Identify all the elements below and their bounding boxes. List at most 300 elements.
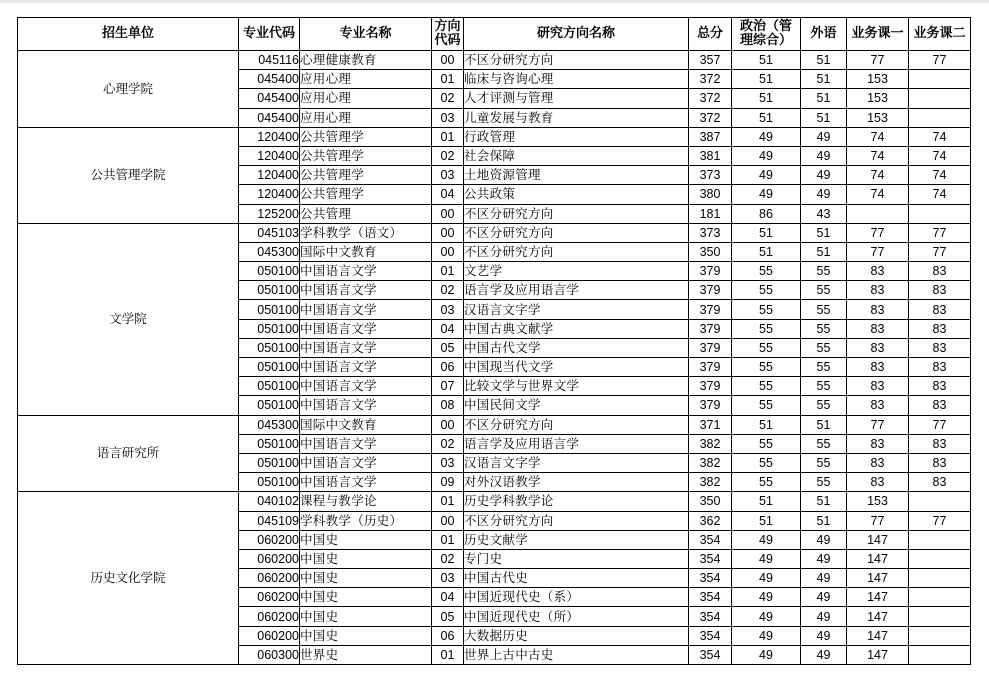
course2-score-cell: 83 (909, 281, 971, 300)
politics-score-cell: 49 (732, 185, 801, 204)
major-name-cell: 中国语言文学 (300, 396, 432, 415)
politics-score-cell: 49 (732, 127, 801, 146)
direction-name-cell: 语言学及应用语言学 (464, 281, 689, 300)
politics-score-cell: 51 (732, 492, 801, 511)
direction-name-cell: 公共政策 (464, 185, 689, 204)
foreign-language-score-cell: 49 (801, 530, 847, 549)
course1-score-cell: 83 (847, 434, 909, 453)
politics-score-cell: 55 (732, 396, 801, 415)
politics-score-cell: 55 (732, 319, 801, 338)
direction-name-cell: 中国民间文学 (464, 396, 689, 415)
direction-name-cell: 中国现当代文学 (464, 358, 689, 377)
course1-score-cell: 77 (847, 415, 909, 434)
page-top-edge (0, 0, 989, 3)
major-code-cell: 045400 (239, 89, 300, 108)
total-score-cell: 382 (689, 453, 732, 472)
major-name-cell: 公共管理学 (300, 185, 432, 204)
course1-score-cell: 83 (847, 262, 909, 281)
foreign-language-score-cell: 49 (801, 588, 847, 607)
course2-score-cell: 83 (909, 300, 971, 319)
course1-score-cell (847, 204, 909, 223)
foreign-language-score-cell: 49 (801, 146, 847, 165)
course2-score-cell (909, 204, 971, 223)
foreign-language-score-cell: 51 (801, 223, 847, 242)
course1-score-cell: 147 (847, 530, 909, 549)
course2-score-cell: 83 (909, 434, 971, 453)
direction-code-cell: 01 (432, 492, 464, 511)
course1-score-cell: 77 (847, 242, 909, 261)
foreign-language-score-cell: 55 (801, 473, 847, 492)
direction-code-cell: 01 (432, 645, 464, 664)
header-politics-text: 政治（管理综合） (739, 19, 792, 48)
total-score-cell: 354 (689, 530, 732, 549)
unit-cell: 历史文化学院 (18, 492, 239, 665)
politics-score-cell: 49 (732, 645, 801, 664)
table-row (18, 51, 971, 70)
direction-name-cell: 文艺学 (464, 262, 689, 281)
direction-code-cell: 02 (432, 89, 464, 108)
major-name-cell: 公共管理学 (300, 146, 432, 165)
politics-score-cell: 55 (732, 281, 801, 300)
direction-name-cell: 专门史 (464, 549, 689, 568)
unit-cell: 公共管理学院 (18, 127, 239, 223)
direction-name-cell: 世界上古中古史 (464, 645, 689, 664)
foreign-language-score-cell: 55 (801, 300, 847, 319)
unit-cell: 文学院 (18, 223, 239, 415)
direction-code-cell: 06 (432, 626, 464, 645)
total-score-cell: 373 (689, 166, 732, 185)
total-score-cell: 371 (689, 415, 732, 434)
politics-score-cell: 49 (732, 166, 801, 185)
foreign-language-score-cell: 49 (801, 645, 847, 664)
course2-score-cell (909, 108, 971, 127)
direction-name-cell: 不区分研究方向 (464, 415, 689, 434)
course2-score-cell: 77 (909, 415, 971, 434)
total-score-cell: 379 (689, 262, 732, 281)
direction-name-cell: 中国古代史 (464, 569, 689, 588)
major-code-cell: 050100 (239, 281, 300, 300)
course2-score-cell: 83 (909, 319, 971, 338)
major-name-cell: 心理健康教育 (300, 51, 432, 70)
header-major-code: 专业代码 (239, 18, 300, 51)
direction-code-cell: 02 (432, 281, 464, 300)
table-body (18, 51, 971, 665)
header-foreign-language: 外语 (801, 18, 847, 51)
table-header (18, 18, 971, 51)
major-code-cell: 050100 (239, 338, 300, 357)
major-code-cell: 040102 (239, 492, 300, 511)
politics-score-cell: 55 (732, 262, 801, 281)
foreign-language-score-cell: 51 (801, 51, 847, 70)
total-score-cell: 379 (689, 396, 732, 415)
major-code-cell: 050100 (239, 396, 300, 415)
major-name-cell: 中国语言文学 (300, 434, 432, 453)
major-code-cell: 120400 (239, 127, 300, 146)
course1-score-cell: 147 (847, 607, 909, 626)
course1-score-cell: 83 (847, 338, 909, 357)
politics-score-cell: 49 (732, 146, 801, 165)
total-score-cell: 350 (689, 242, 732, 261)
total-score-cell: 381 (689, 146, 732, 165)
course1-score-cell: 74 (847, 185, 909, 204)
total-score-cell: 354 (689, 607, 732, 626)
course2-score-cell (909, 626, 971, 645)
politics-score-cell: 49 (732, 626, 801, 645)
direction-code-cell: 03 (432, 453, 464, 472)
major-name-cell: 国际中文教育 (300, 242, 432, 261)
unit-cell: 语言研究所 (18, 415, 239, 492)
course2-score-cell (909, 492, 971, 511)
direction-name-cell: 人才评测与管理 (464, 89, 689, 108)
header-row (18, 18, 971, 51)
direction-name-cell: 汉语言文字学 (464, 453, 689, 472)
course2-score-cell: 83 (909, 453, 971, 472)
direction-code-cell: 00 (432, 51, 464, 70)
direction-code-cell: 00 (432, 242, 464, 261)
major-code-cell: 120400 (239, 185, 300, 204)
direction-name-cell: 历史文献学 (464, 530, 689, 549)
major-name-cell: 中国语言文学 (300, 377, 432, 396)
header-total: 总分 (689, 18, 732, 51)
major-code-cell: 060200 (239, 569, 300, 588)
politics-score-cell: 49 (732, 588, 801, 607)
direction-name-cell: 中国古代文学 (464, 338, 689, 357)
total-score-cell: 379 (689, 338, 732, 357)
major-name-cell: 应用心理 (300, 89, 432, 108)
foreign-language-score-cell: 51 (801, 70, 847, 89)
direction-code-cell: 04 (432, 185, 464, 204)
direction-code-cell: 04 (432, 588, 464, 607)
direction-name-cell: 儿童发展与教育 (464, 108, 689, 127)
foreign-language-score-cell: 51 (801, 492, 847, 511)
major-name-cell: 中国史 (300, 607, 432, 626)
direction-code-cell: 01 (432, 530, 464, 549)
course1-score-cell: 77 (847, 223, 909, 242)
header-major-name: 专业名称 (300, 18, 432, 51)
foreign-language-score-cell: 51 (801, 415, 847, 434)
foreign-language-score-cell: 51 (801, 108, 847, 127)
foreign-language-score-cell: 49 (801, 185, 847, 204)
direction-name-cell: 土地资源管理 (464, 166, 689, 185)
direction-code-cell: 02 (432, 434, 464, 453)
total-score-cell: 387 (689, 127, 732, 146)
politics-score-cell: 55 (732, 453, 801, 472)
politics-score-cell: 55 (732, 300, 801, 319)
total-score-cell: 379 (689, 281, 732, 300)
direction-code-cell: 03 (432, 569, 464, 588)
direction-code-cell: 01 (432, 262, 464, 281)
major-code-cell: 050100 (239, 434, 300, 453)
direction-code-cell: 06 (432, 358, 464, 377)
direction-code-cell: 03 (432, 300, 464, 319)
direction-code-cell: 08 (432, 396, 464, 415)
major-code-cell: 050100 (239, 377, 300, 396)
course1-score-cell: 147 (847, 549, 909, 568)
major-name-cell: 公共管理学 (300, 127, 432, 146)
politics-score-cell: 55 (732, 358, 801, 377)
major-name-cell: 中国史 (300, 549, 432, 568)
direction-code-cell: 01 (432, 70, 464, 89)
foreign-language-score-cell: 51 (801, 511, 847, 530)
major-name-cell: 公共管理学 (300, 166, 432, 185)
course1-score-cell: 83 (847, 396, 909, 415)
politics-score-cell: 86 (732, 204, 801, 223)
unit-cell: 心理学院 (18, 51, 239, 128)
direction-code-cell: 07 (432, 377, 464, 396)
course2-score-cell (909, 70, 971, 89)
major-name-cell: 中国史 (300, 588, 432, 607)
direction-name-cell: 不区分研究方向 (464, 223, 689, 242)
major-name-cell: 中国语言文学 (300, 358, 432, 377)
direction-name-cell: 汉语言文字学 (464, 300, 689, 319)
course2-score-cell: 83 (909, 377, 971, 396)
major-code-cell: 045109 (239, 511, 300, 530)
course1-score-cell: 147 (847, 645, 909, 664)
course2-score-cell (909, 549, 971, 568)
direction-name-cell: 中国近现代史（系） (464, 588, 689, 607)
course1-score-cell: 153 (847, 492, 909, 511)
major-name-cell: 中国语言文学 (300, 338, 432, 357)
course1-score-cell: 74 (847, 127, 909, 146)
major-code-cell: 045300 (239, 415, 300, 434)
direction-name-cell: 对外汉语教学 (464, 473, 689, 492)
table-row (18, 223, 971, 242)
major-code-cell: 120400 (239, 146, 300, 165)
course2-score-cell: 83 (909, 358, 971, 377)
header-course1: 业务课一 (847, 18, 909, 51)
foreign-language-score-cell: 55 (801, 262, 847, 281)
course2-score-cell: 83 (909, 473, 971, 492)
course2-score-cell: 74 (909, 146, 971, 165)
politics-score-cell: 51 (732, 51, 801, 70)
major-code-cell: 050100 (239, 319, 300, 338)
table-row (18, 415, 971, 434)
direction-code-cell: 02 (432, 146, 464, 165)
major-name-cell: 学科教学（历史） (300, 511, 432, 530)
major-code-cell: 120400 (239, 166, 300, 185)
politics-score-cell: 55 (732, 434, 801, 453)
direction-name-cell: 不区分研究方向 (464, 204, 689, 223)
major-code-cell: 045300 (239, 242, 300, 261)
direction-code-cell: 03 (432, 166, 464, 185)
course2-score-cell: 83 (909, 262, 971, 281)
total-score-cell: 379 (689, 300, 732, 319)
politics-score-cell: 51 (732, 89, 801, 108)
foreign-language-score-cell: 55 (801, 338, 847, 357)
foreign-language-score-cell: 49 (801, 166, 847, 185)
direction-code-cell: 05 (432, 607, 464, 626)
politics-score-cell: 55 (732, 473, 801, 492)
major-name-cell: 中国语言文学 (300, 473, 432, 492)
politics-score-cell: 49 (732, 530, 801, 549)
politics-score-cell: 51 (732, 511, 801, 530)
politics-score-cell: 51 (732, 108, 801, 127)
course1-score-cell: 147 (847, 588, 909, 607)
foreign-language-score-cell: 55 (801, 377, 847, 396)
major-code-cell: 060200 (239, 549, 300, 568)
score-line-table (17, 17, 971, 665)
major-name-cell: 中国语言文学 (300, 262, 432, 281)
total-score-cell: 354 (689, 645, 732, 664)
direction-name-cell: 社会保障 (464, 146, 689, 165)
course2-score-cell: 83 (909, 338, 971, 357)
major-code-cell: 060200 (239, 530, 300, 549)
foreign-language-score-cell: 49 (801, 569, 847, 588)
total-score-cell: 354 (689, 588, 732, 607)
major-name-cell: 课程与教学论 (300, 492, 432, 511)
major-code-cell: 050100 (239, 262, 300, 281)
direction-name-cell: 行政管理 (464, 127, 689, 146)
course1-score-cell: 83 (847, 319, 909, 338)
major-name-cell: 公共管理 (300, 204, 432, 223)
course2-score-cell: 74 (909, 127, 971, 146)
direction-name-cell: 中国古典文献学 (464, 319, 689, 338)
total-score-cell: 350 (689, 492, 732, 511)
politics-score-cell: 51 (732, 223, 801, 242)
header-direction-code-text: 方向代码 (434, 19, 461, 48)
course2-score-cell (909, 569, 971, 588)
course2-score-cell: 74 (909, 185, 971, 204)
table-row (18, 492, 971, 511)
major-code-cell: 045400 (239, 70, 300, 89)
major-code-cell: 060300 (239, 645, 300, 664)
major-name-cell: 应用心理 (300, 108, 432, 127)
major-name-cell: 国际中文教育 (300, 415, 432, 434)
course1-score-cell: 147 (847, 626, 909, 645)
major-name-cell: 中国史 (300, 569, 432, 588)
foreign-language-score-cell: 49 (801, 607, 847, 626)
total-score-cell: 380 (689, 185, 732, 204)
total-score-cell: 354 (689, 549, 732, 568)
course1-score-cell: 83 (847, 453, 909, 472)
foreign-language-score-cell: 55 (801, 396, 847, 415)
major-name-cell: 世界史 (300, 645, 432, 664)
foreign-language-score-cell: 49 (801, 549, 847, 568)
major-name-cell: 中国语言文学 (300, 281, 432, 300)
major-code-cell: 050100 (239, 300, 300, 319)
total-score-cell: 372 (689, 89, 732, 108)
direction-name-cell: 比较文学与世界文学 (464, 377, 689, 396)
major-name-cell: 学科教学（语文） (300, 223, 432, 242)
header-course2: 业务课二 (909, 18, 971, 51)
course2-score-cell: 74 (909, 166, 971, 185)
course2-score-cell (909, 588, 971, 607)
direction-code-cell: 00 (432, 223, 464, 242)
total-score-cell: 357 (689, 51, 732, 70)
major-code-cell: 125200 (239, 204, 300, 223)
politics-score-cell: 49 (732, 569, 801, 588)
foreign-language-score-cell: 55 (801, 453, 847, 472)
foreign-language-score-cell: 43 (801, 204, 847, 223)
politics-score-cell: 49 (732, 549, 801, 568)
direction-code-cell: 04 (432, 319, 464, 338)
total-score-cell: 372 (689, 70, 732, 89)
course1-score-cell: 83 (847, 358, 909, 377)
direction-name-cell: 语言学及应用语言学 (464, 434, 689, 453)
total-score-cell: 181 (689, 204, 732, 223)
major-name-cell: 中国语言文学 (300, 300, 432, 319)
course1-score-cell: 77 (847, 51, 909, 70)
course2-score-cell (909, 530, 971, 549)
course2-score-cell: 77 (909, 242, 971, 261)
total-score-cell: 373 (689, 223, 732, 242)
table-row (18, 127, 971, 146)
course1-score-cell: 147 (847, 569, 909, 588)
course2-score-cell (909, 645, 971, 664)
total-score-cell: 354 (689, 569, 732, 588)
major-code-cell: 050100 (239, 358, 300, 377)
header-direction-code (432, 18, 464, 51)
major-code-cell: 060200 (239, 607, 300, 626)
direction-name-cell: 不区分研究方向 (464, 242, 689, 261)
direction-name-cell: 不区分研究方向 (464, 51, 689, 70)
direction-code-cell: 01 (432, 127, 464, 146)
course1-score-cell: 77 (847, 511, 909, 530)
politics-score-cell: 49 (732, 607, 801, 626)
foreign-language-score-cell: 55 (801, 281, 847, 300)
foreign-language-score-cell: 49 (801, 626, 847, 645)
foreign-language-score-cell: 55 (801, 434, 847, 453)
header-direction-name: 研究方向名称 (464, 18, 689, 51)
course1-score-cell: 153 (847, 108, 909, 127)
direction-code-cell: 02 (432, 549, 464, 568)
total-score-cell: 382 (689, 434, 732, 453)
foreign-language-score-cell: 51 (801, 242, 847, 261)
header-politics (732, 18, 801, 51)
course2-score-cell: 77 (909, 51, 971, 70)
course1-score-cell: 153 (847, 89, 909, 108)
foreign-language-score-cell: 51 (801, 89, 847, 108)
total-score-cell: 372 (689, 108, 732, 127)
politics-score-cell: 55 (732, 338, 801, 357)
major-code-cell: 060200 (239, 588, 300, 607)
total-score-cell: 379 (689, 319, 732, 338)
foreign-language-score-cell: 49 (801, 127, 847, 146)
direction-code-cell: 03 (432, 108, 464, 127)
major-name-cell: 中国史 (300, 626, 432, 645)
major-code-cell: 050100 (239, 473, 300, 492)
course1-score-cell: 74 (847, 166, 909, 185)
direction-code-cell: 00 (432, 511, 464, 530)
total-score-cell: 354 (689, 626, 732, 645)
direction-code-cell: 00 (432, 415, 464, 434)
course2-score-cell (909, 89, 971, 108)
major-code-cell: 045103 (239, 223, 300, 242)
direction-code-cell: 00 (432, 204, 464, 223)
foreign-language-score-cell: 55 (801, 358, 847, 377)
major-name-cell: 中国史 (300, 530, 432, 549)
direction-name-cell: 历史学科教学论 (464, 492, 689, 511)
direction-name-cell: 不区分研究方向 (464, 511, 689, 530)
major-code-cell: 045116 (239, 51, 300, 70)
total-score-cell: 379 (689, 358, 732, 377)
total-score-cell: 382 (689, 473, 732, 492)
politics-score-cell: 55 (732, 377, 801, 396)
direction-code-cell: 09 (432, 473, 464, 492)
course2-score-cell: 77 (909, 223, 971, 242)
direction-name-cell: 中国近现代史（所） (464, 607, 689, 626)
course2-score-cell (909, 607, 971, 626)
course1-score-cell: 83 (847, 300, 909, 319)
direction-name-cell: 大数据历史 (464, 626, 689, 645)
politics-score-cell: 51 (732, 415, 801, 434)
politics-score-cell: 51 (732, 70, 801, 89)
politics-score-cell: 51 (732, 242, 801, 261)
total-score-cell: 379 (689, 377, 732, 396)
major-name-cell: 中国语言文学 (300, 319, 432, 338)
course2-score-cell: 77 (909, 511, 971, 530)
total-score-cell: 362 (689, 511, 732, 530)
